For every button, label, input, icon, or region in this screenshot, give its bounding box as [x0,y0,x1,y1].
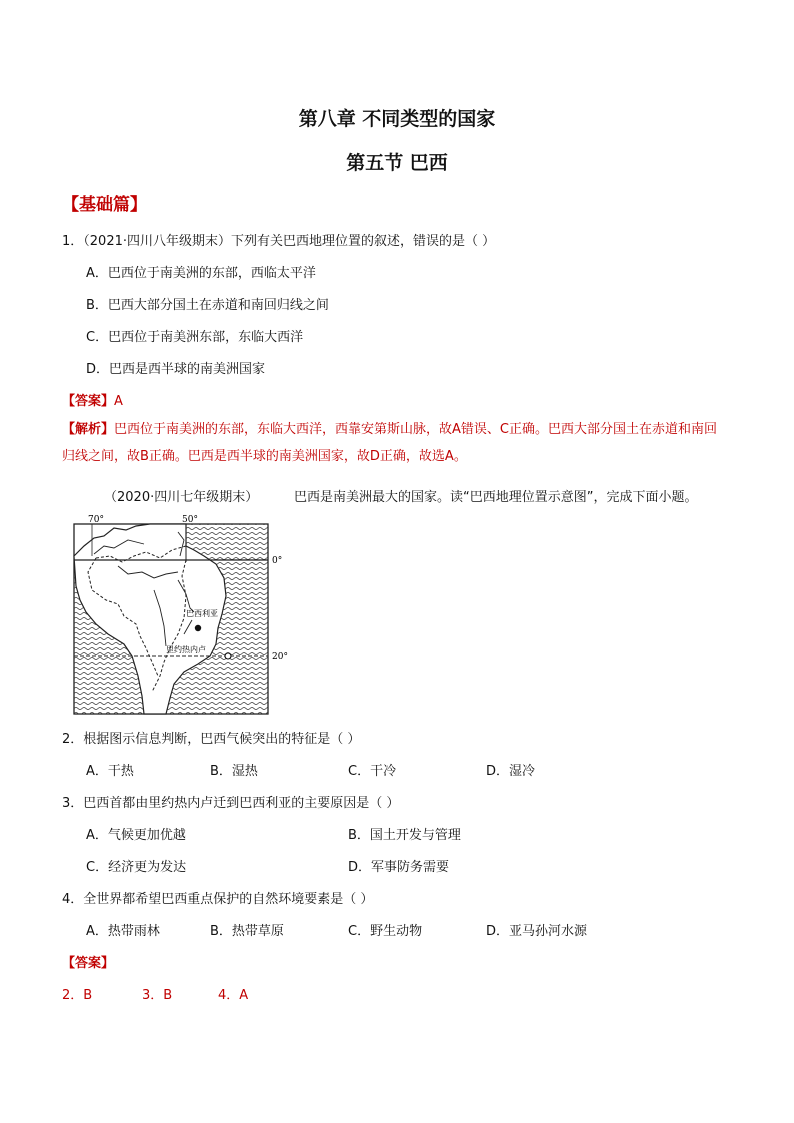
brazil-location-map [74,515,288,716]
q4-stem: 4．全世界都希望巴西重点保护的自然环境要素是（ ） [62,892,374,907]
q1-option-b: B．巴西大部分国土在赤道和南回归线之间 [86,298,329,313]
q2-option-c: C．干冷 [348,764,397,779]
q3-option-a: A．气候更加优越 [86,828,186,843]
q2-option-b: B．湿热 [210,764,258,779]
q1-option-d: D．巴西是西半球的南美洲国家 [86,362,266,377]
group-answer-4: 4．A [218,988,249,1003]
city-label-rio: 里约热内卢 [166,645,206,654]
q3-stem: 3．巴西首都由里约热内卢迁到巴西利亚的主要原因是（ ） [62,796,400,811]
q1-answer [62,390,123,409]
q2-option-d: D．湿冷 [486,764,536,779]
q3-option-c: C．经济更为发达 [86,860,187,875]
part-label: 【基础篇】 [62,195,147,215]
lon-label-50: 50° [182,515,198,525]
lon-label-70: 70° [88,515,104,525]
q4-option-d: D．亚马孙河水源 [486,924,588,939]
q4-option-b: B．热带草原 [210,924,284,939]
q2-option-a: A．干热 [86,764,134,779]
city-label-brasilia: 巴西利亚 [186,609,218,618]
chapter-title: 第八章 不同类型的国家 [298,108,496,130]
q1-option-a: A．巴西位于南美洲的东部，西临太平洋 [86,266,316,281]
q1-answer-label: 【答案】 [62,394,115,409]
q1-analysis-label: 【解析】 [62,422,115,437]
q1-analysis [62,416,722,470]
q3-option-d: D．军事防务需要 [348,860,450,875]
q4-option-a: A．热带雨林 [86,924,160,939]
q4-option-c: C．野生动物 [348,924,423,939]
q1-answer-value: A [114,394,123,409]
group-intro-text: 巴西是南美洲最大的国家。读“巴西地理位置示意图”，完成下面小题。 [294,490,698,505]
q1-analysis-text: 巴西位于南美洲的东部，东临大西洋，西靠安第斯山脉，故A错误、C正确。巴西大部分国土在赤道和南回归线之间，故B正确。巴西是西半球的南美洲国家，故D正确，故选A。 [62,422,717,464]
q2-stem: 2．根据图示信息判断，巴西气候突出的特征是（ ） [62,732,361,747]
lat-label-20: 20° [272,652,288,662]
q1-stem: 1．（2021·四川八年级期末）下列有关巴西地理位置的叙述，错误的是（ ） [62,234,496,249]
lat-label-0: 0° [272,556,283,566]
section-title: 第五节 巴西 [346,152,448,174]
group-source: （2020·四川七年级期末） [104,490,259,505]
q3-option-b: B．国土开发与管理 [348,828,461,843]
group-answer-2: 2．B [62,988,93,1003]
group-answer-3: 3．B [142,988,173,1003]
rio-dot [225,653,231,659]
brasilia-dot [195,625,201,631]
q1-option-c: C．巴西位于南美洲东部，东临大西洋 [86,330,304,345]
group-answer-label: 【答案】 [62,956,115,971]
